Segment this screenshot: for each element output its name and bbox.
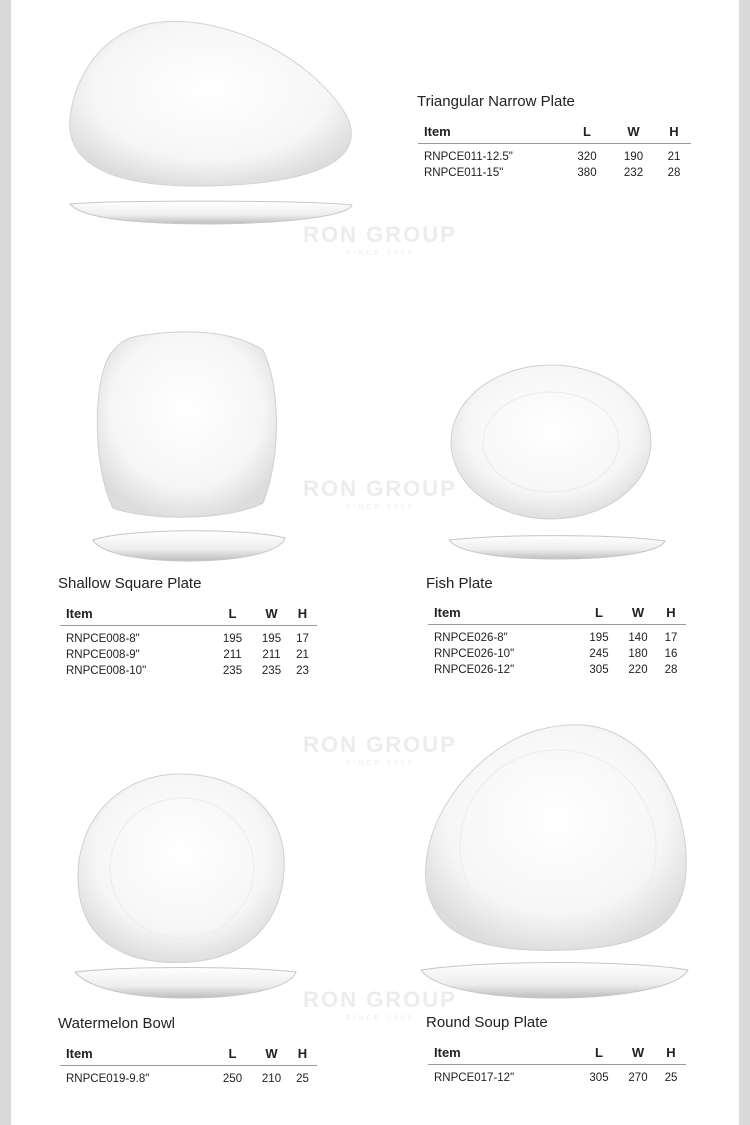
col-height: H (656, 605, 686, 625)
fish-plate-image (445, 360, 670, 565)
col-width: W (255, 1046, 288, 1066)
spec-table (418, 124, 691, 181)
col-item: Item (428, 605, 578, 625)
col-width: W (610, 124, 657, 144)
col-length: L (210, 606, 255, 626)
spec-table (60, 606, 317, 679)
table-row: RNPCE008-10" 235 235 23 (66, 665, 309, 677)
col-width: W (255, 606, 288, 626)
square-plate-image (88, 328, 293, 568)
watermark: RON GROUP SINCE 2002 (303, 222, 457, 257)
product-title: Shallow Square Plate (58, 575, 202, 592)
col-height: H (657, 124, 691, 144)
col-length: L (564, 124, 610, 144)
col-length: L (578, 1045, 620, 1065)
spec-table (428, 605, 686, 678)
col-item: Item (418, 124, 564, 144)
watermark: RON GROUP SINCE 2002 (303, 732, 457, 767)
table-row: RNPCE008-9" 211 211 21 (66, 649, 309, 661)
col-item: Item (60, 606, 210, 626)
col-item: Item (60, 1046, 210, 1066)
product-title: Triangular Narrow Plate (417, 93, 575, 110)
left-border (0, 0, 11, 1125)
table-row: RNPCE019-9.8" 250 210 25 (66, 1073, 309, 1085)
right-border (739, 0, 750, 1125)
col-item: Item (428, 1045, 578, 1065)
product-title: Fish Plate (426, 575, 493, 592)
watermark: RON GROUP SINCE 2002 (303, 476, 457, 511)
table-row: RNPCE008-8" 195 195 17 (66, 633, 309, 645)
spec-table (60, 1046, 317, 1087)
col-length: L (210, 1046, 255, 1066)
table-row: RNPCE011-15" 380 232 28 (424, 167, 681, 179)
triangular-plate-image (60, 18, 360, 228)
table-row: RNPCE017-12" 305 270 25 (434, 1072, 678, 1084)
watermelon-bowl-image (70, 770, 302, 1005)
col-length: L (578, 605, 620, 625)
col-height: H (288, 1046, 317, 1066)
col-width: W (620, 605, 656, 625)
product-title: Watermelon Bowl (58, 1015, 175, 1032)
product-title: Round Soup Plate (426, 1014, 548, 1031)
table-row: RNPCE026-8" 195 140 17 (434, 632, 678, 644)
col-width: W (620, 1045, 656, 1065)
table-row: RNPCE026-12" 305 220 28 (434, 664, 678, 676)
spec-table (428, 1045, 686, 1086)
round-soup-plate-image (418, 722, 693, 1007)
watermark: RON GROUP SINCE 2002 (303, 987, 457, 1022)
table-row: RNPCE011-12.5" 320 190 21 (424, 151, 681, 163)
col-height: H (656, 1045, 686, 1065)
table-row: RNPCE026-10" 245 180 16 (434, 648, 678, 660)
col-height: H (288, 606, 317, 626)
